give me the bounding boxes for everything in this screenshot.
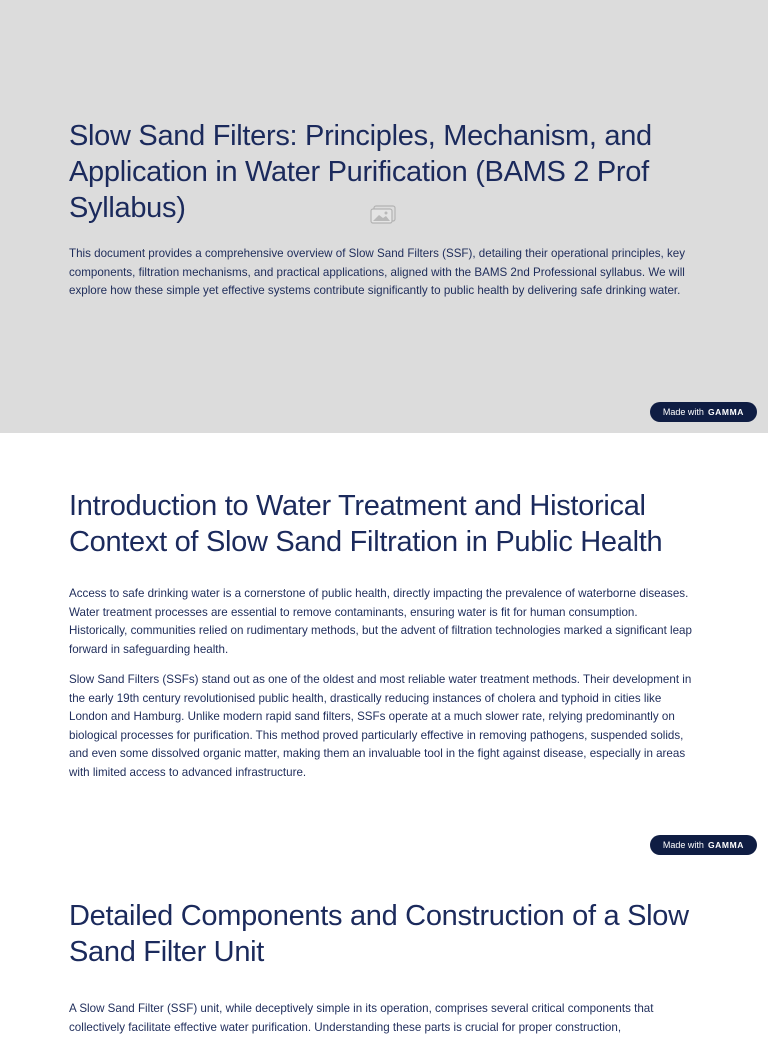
badge-prefix-text: Made with [662,407,704,417]
cover-slide [0,0,768,433]
components-paragraph: A Slow Sand Filter (SSF) unit, while deceptively simple in its operation, comprises several critical components that collectively facilitate effective water purification. Understanding these parts is crucial for proper construction, [69,1002,654,1034]
introduction-paragraph: Slow Sand Filters (SSFs) stand out as one of the oldest and most reliable water treatment methods. Their development in the early 19th century revolutionised public health, drastically reducing instances of cholera and typhoid in cities like London and Hamburg. Unlike modern rapid sand filters, SSFs operate at a much slower rate, relying predominantly on biological processes for purification. This method proved particularly effective in removing pathogens, suspended solids, and even some dissolved organic matter, making them an invaluable tool in the fight against disease, especially in areas with limited access to advanced infrastructure. [69,673,692,779]
introduction-paragraph: Access to safe drinking water is a cornerstone of public health, directly impacting the prevalence of waterborne diseases. Water treatment processes are essential to remove contaminants, ensuring water is fit for human consumption. Historically, communities relied on rudimentary methods, but the advent of filtration technologies marked a significant leap forward in safeguarding health. [69,587,692,656]
made-with-gamma-badge[interactable] [650,835,757,855]
cover-title: Slow Sand Filters: Principles, Mechanism, and Application in Water Purification (BAMS 2 Prof Syllabus) [69,120,652,224]
image-placeholder-icon [370,204,397,224]
introduction-title: Introduction to Water Treatment and Historical Context of Slow Sand Filtration in Public Health [69,490,663,558]
gamma-logo: GAMMA [707,407,744,417]
gamma-logo: GAMMA [707,840,744,850]
introduction-slide [0,433,768,864]
components-title: Detailed Components and Construction of a Slow Sand Filter Unit [69,900,689,968]
components-slide [0,864,768,1034]
cover-intro-paragraph: This document provides a comprehensive overview of Slow Sand Filters (SSF), detailing their operational principles, key components, filtration mechanisms, and practical applications, aligned with the BAMS 2nd Professional syllabus. We will explore how these simple yet effective systems contribute significantly to public health by delivering safe drinking water. [69,247,686,297]
made-with-gamma-badge[interactable] [650,402,757,422]
badge-prefix-text: Made with [662,840,704,850]
